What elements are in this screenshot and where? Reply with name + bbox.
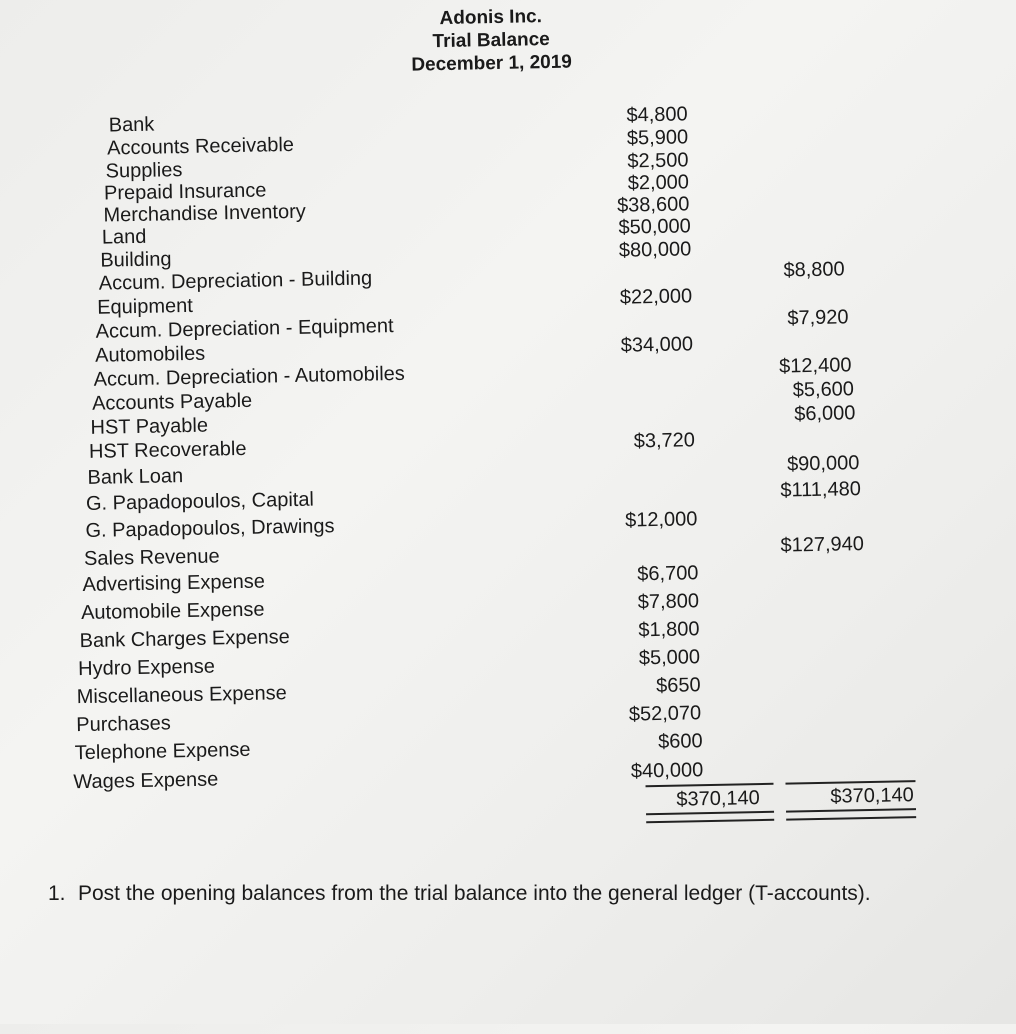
- account-name: G. Papadopoulos, Capital: [85, 488, 315, 515]
- credit-amount: $12,400: [778, 354, 852, 378]
- debit-amount: $40,000: [630, 759, 704, 783]
- debit-amount: $6,700: [637, 562, 699, 586]
- credit-amount: [748, 587, 868, 589]
- question-number: 1.: [48, 882, 66, 905]
- debit-amount: $50,000: [618, 215, 691, 239]
- debit-amount: $22,000: [619, 285, 693, 309]
- account-name: Hydro Expense: [77, 655, 216, 681]
- credit-total-double-rule: [786, 808, 916, 820]
- credit-total: $370,140: [830, 784, 914, 808]
- account-name: Accum. Depreciation - Building: [98, 267, 373, 295]
- document-date: December 1, 2019: [411, 51, 573, 76]
- account-name: Automobile Expense: [80, 598, 265, 625]
- account-name: Advertising Expense: [82, 570, 266, 597]
- debit-amount: $7,800: [637, 590, 700, 614]
- debit-amount: $12,000: [624, 508, 698, 532]
- account-name: Accum. Depreciation - Equipment: [95, 315, 394, 343]
- credit-amount: $111,480: [780, 478, 862, 502]
- debit-total: $370,140: [676, 787, 760, 811]
- debit-amount: $5,000: [638, 646, 701, 670]
- credit-amount: $127,940: [780, 533, 865, 557]
- credit-amount: [712, 101, 832, 103]
- credit-amount: $5,600: [792, 378, 855, 402]
- document-title: Trial Balance: [432, 28, 550, 53]
- debit-amount: $600: [657, 730, 703, 754]
- account-name: G. Papadopoulos, Drawings: [85, 515, 335, 542]
- account-name: Wages Expense: [73, 768, 219, 794]
- account-name: Purchases: [76, 712, 171, 737]
- debit-amount: $1,800: [638, 618, 700, 642]
- credit-amount: [752, 643, 872, 645]
- debit-total-double-rule: [646, 811, 774, 823]
- credit-amount: $90,000: [786, 452, 860, 476]
- debit-amount: $5,900: [626, 126, 689, 150]
- account-name: Prepaid Insurance: [103, 179, 267, 205]
- account-name: Accounts Payable: [91, 389, 253, 415]
- credit-amount: [753, 671, 873, 673]
- account-name: Automobiles: [94, 342, 206, 367]
- debit-amount: $2,500: [627, 149, 689, 173]
- account-name: Building: [100, 248, 172, 272]
- credit-amount: [759, 756, 879, 758]
- debit-amount: $52,070: [628, 702, 702, 726]
- account-name: Accounts Receivable: [106, 133, 295, 160]
- debit-amount: $80,000: [618, 238, 692, 262]
- credit-amount: $7,920: [787, 306, 849, 330]
- account-name: Supplies: [105, 159, 183, 183]
- account-name: Bank Charges Expense: [79, 626, 290, 653]
- account-name: Equipment: [97, 294, 194, 319]
- debit-amount: $34,000: [620, 333, 694, 357]
- account-name: Bank: [108, 113, 155, 137]
- credit-amount: [749, 615, 869, 617]
- credit-amount: $8,800: [783, 258, 845, 282]
- question-text: Post the opening balances from the trial balance into the general ledger (T-accounts).: [78, 882, 871, 905]
- debit-amount: $2,000: [627, 171, 690, 195]
- account-name: Merchandise Inventory: [103, 200, 306, 227]
- account-name: HST Recoverable: [88, 437, 247, 463]
- debit-amount: $38,600: [616, 193, 690, 217]
- debit-amount: $4,800: [626, 103, 688, 127]
- account-name: Bank Loan: [87, 465, 184, 489]
- debit-amount: [578, 536, 698, 538]
- account-name: Telephone Expense: [74, 738, 251, 765]
- credit-amount: [755, 699, 875, 701]
- account-name: Accum. Depreciation - Automobiles: [93, 362, 406, 391]
- debit-amount: $650: [655, 674, 701, 698]
- account-name: HST Payable: [90, 414, 209, 439]
- account-name: Land: [101, 225, 147, 249]
- account-name: Miscellaneous Expense: [76, 682, 288, 709]
- credit-amount: $6,000: [794, 402, 856, 426]
- credit-amount: [757, 727, 877, 729]
- company-name: Adonis Inc.: [439, 6, 543, 30]
- debit-amount: $3,720: [633, 429, 696, 453]
- account-name: Sales Revenue: [83, 545, 220, 570]
